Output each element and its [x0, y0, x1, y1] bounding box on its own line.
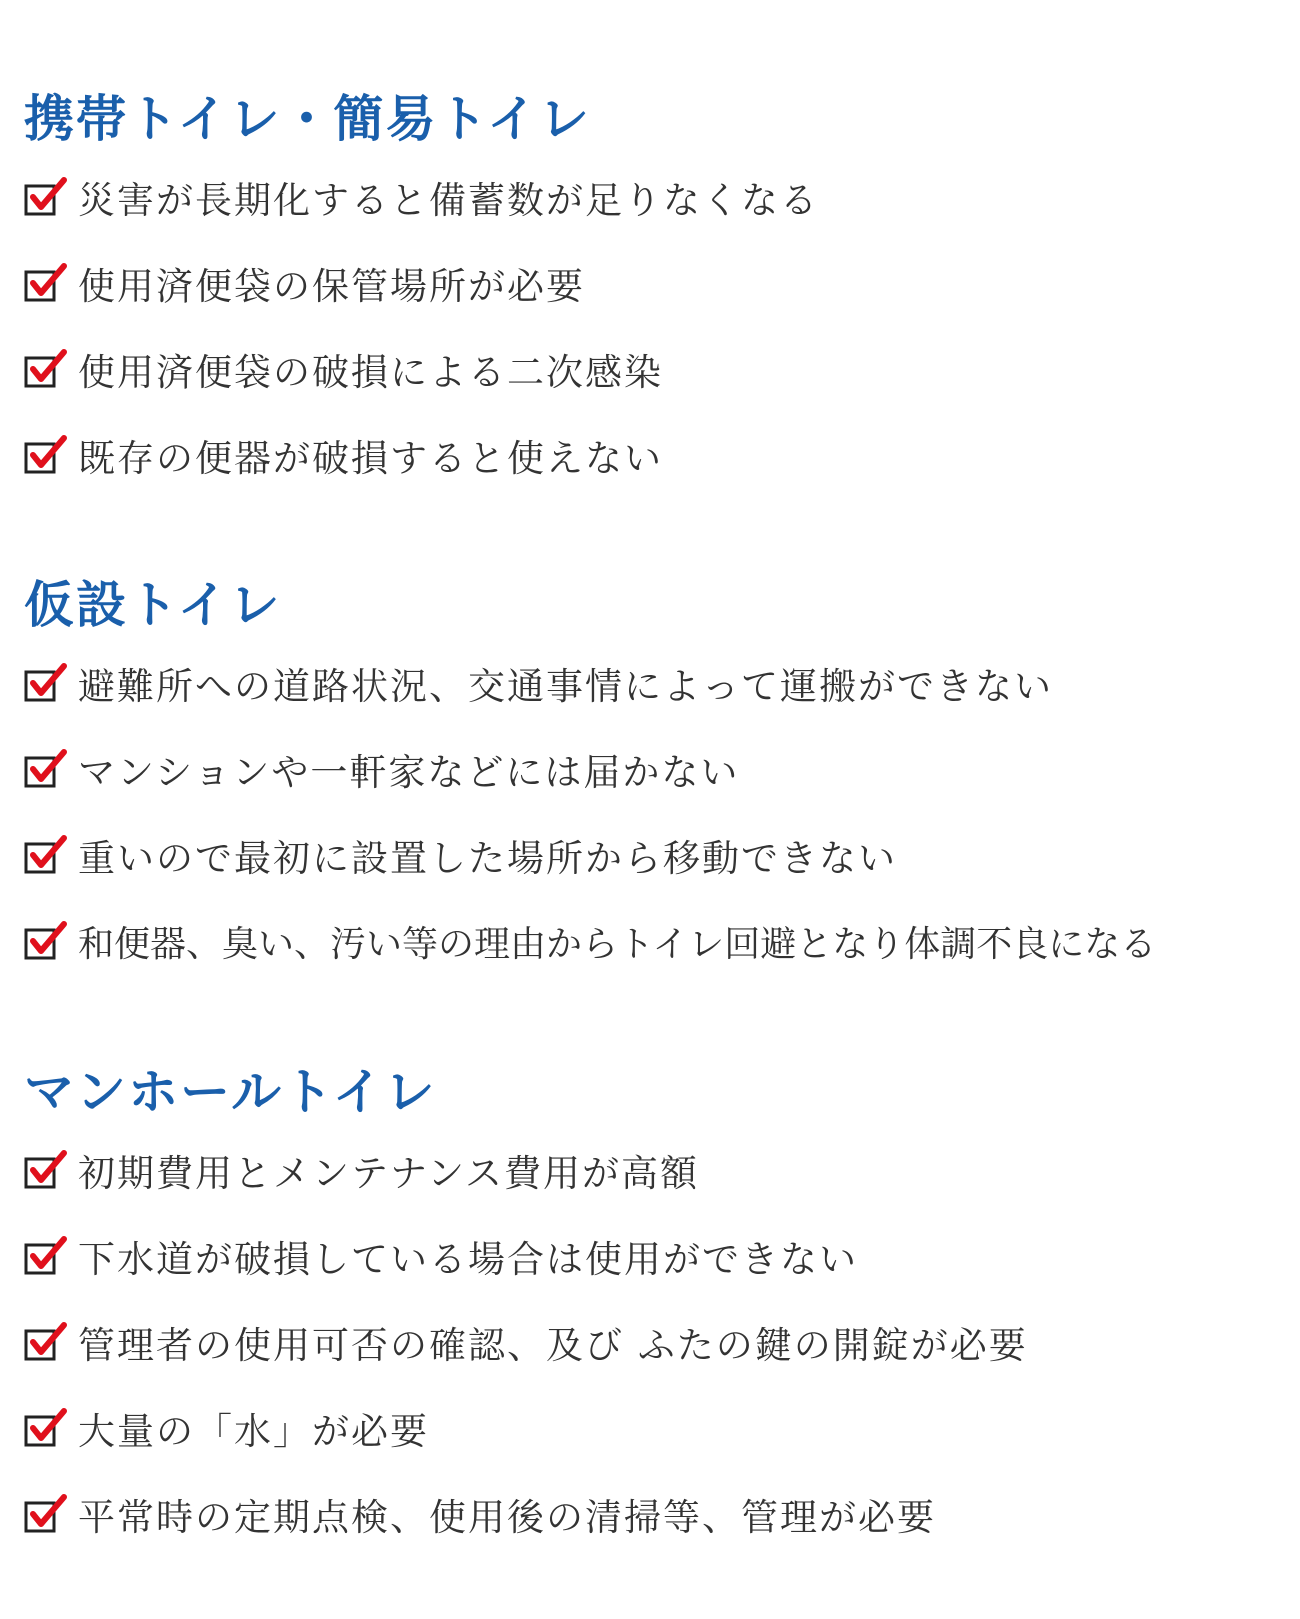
list-item-text: 既存の便器が破損すると使えない [78, 437, 663, 480]
checkbox-checked-icon [24, 263, 68, 303]
checkbox-checked-icon [24, 749, 68, 789]
list-item-text: 重いので最初に設置した場所から移動できない [78, 837, 897, 880]
list-item-text: 大量の「水」が必要 [78, 1410, 429, 1453]
list-item-text: 平常時の定期点検、使用後の清掃等、管理が必要 [78, 1496, 936, 1539]
list-item-text: 災害が長期化すると備蓄数が足りなくなる [78, 179, 819, 222]
list-item [24, 154, 1300, 240]
list-item [24, 898, 1300, 984]
list-item-text: 管理者の使用可否の確認、及び ふたの鍵の開錠が必要 [78, 1324, 1028, 1367]
list-item [24, 412, 1300, 498]
list-item-text: 和便器、臭い、汚い等の理由からトイレ回避となり体調不良になる [78, 923, 1157, 965]
checkbox-checked-icon [24, 1408, 68, 1448]
list-item [24, 240, 1300, 326]
checkbox-checked-icon [24, 1150, 68, 1190]
section-heading: 携帯トイレ・簡易トイレ [24, 90, 591, 148]
list-item [24, 640, 1300, 726]
list-item-text: 下水道が破損している場合は使用ができない [78, 1238, 858, 1281]
list-item [24, 1299, 1300, 1385]
list-item-text: 避難所への道路状況、交通事情によって運搬ができない [78, 665, 1053, 708]
checkbox-checked-icon [24, 1322, 68, 1362]
section-temporary-toilet [24, 570, 1300, 984]
drawback-list [24, 1127, 1300, 1557]
section-portable-toilet [24, 84, 1300, 498]
list-item [24, 1213, 1300, 1299]
list-item [24, 726, 1300, 812]
section-heading: マンホールトイレ [24, 1063, 437, 1121]
drawback-list [24, 154, 1300, 498]
checkbox-checked-icon [24, 835, 68, 875]
list-item-text: 使用済便袋の破損による二次感染 [78, 351, 663, 394]
checkbox-checked-icon [24, 349, 68, 389]
checkbox-checked-icon [24, 921, 68, 961]
checkbox-checked-icon [24, 1494, 68, 1534]
list-item-text: 使用済便袋の保管場所が必要 [78, 265, 585, 308]
checkbox-checked-icon [24, 177, 68, 217]
section-heading: 仮設トイレ [24, 576, 282, 634]
checkbox-checked-icon [24, 1236, 68, 1276]
list-item [24, 1385, 1300, 1471]
list-item [24, 1471, 1300, 1557]
list-item [24, 1127, 1300, 1213]
section-manhole-toilet [24, 1057, 1300, 1557]
checkbox-checked-icon [24, 435, 68, 475]
list-item-text: 初期費用とメンテナンス費用が高額 [78, 1152, 700, 1195]
drawback-list [24, 640, 1300, 984]
list-item [24, 812, 1300, 898]
checkbox-checked-icon [24, 663, 68, 703]
list-item [24, 326, 1300, 412]
list-item-text: マンションや一軒家などには届かない [78, 751, 740, 794]
